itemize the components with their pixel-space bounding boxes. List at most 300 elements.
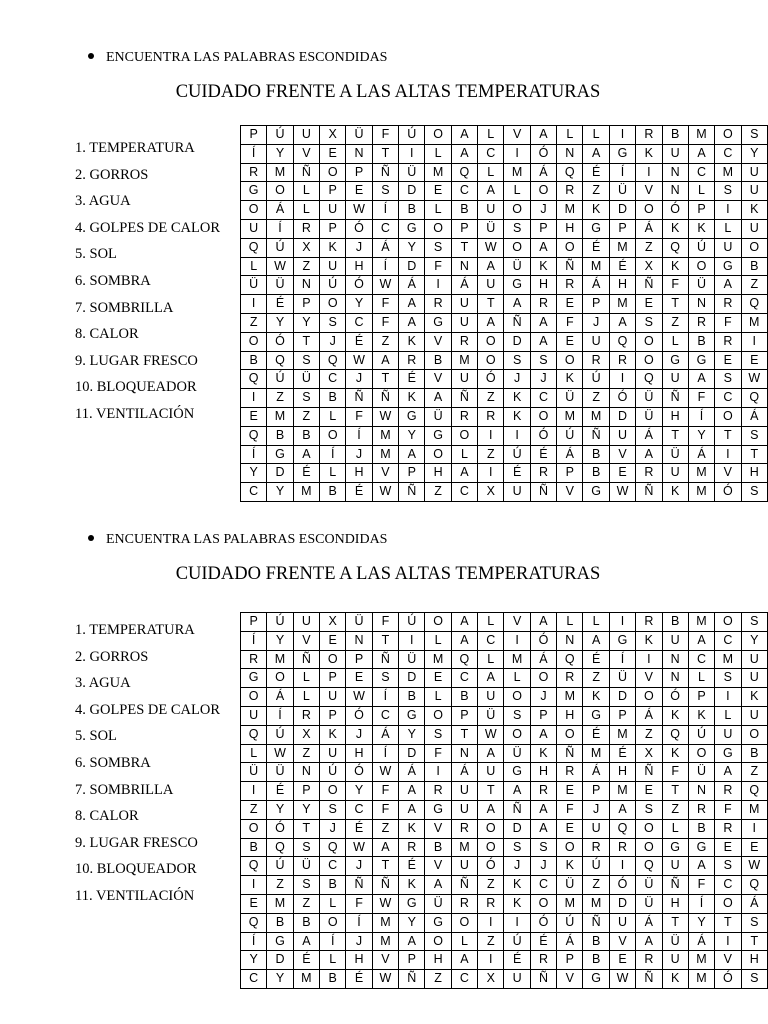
grid-cell: K	[320, 238, 346, 257]
grid-cell: U	[504, 970, 530, 989]
grid-cell: V	[715, 464, 741, 483]
grid-cell: Z	[583, 876, 609, 895]
grid-cell: Z	[293, 744, 319, 763]
grid-cell: C	[715, 876, 741, 895]
grid-cell: W	[267, 744, 293, 763]
grid-cell: B	[662, 126, 688, 145]
grid-cell: A	[478, 744, 504, 763]
grid-cell: F	[372, 800, 398, 819]
grid-cell: S	[741, 126, 767, 145]
grid-cell: P	[293, 295, 319, 314]
grid-cell: M	[372, 932, 398, 951]
grid-cell: Í	[241, 631, 267, 650]
grid-cell: Á	[636, 913, 662, 932]
grid-row	[241, 819, 768, 838]
grid-cell: O	[241, 332, 267, 351]
grid-cell: Ñ	[530, 970, 556, 989]
grid-cell: P	[320, 182, 346, 201]
grid-cell: C	[320, 857, 346, 876]
grid-cell: Ó	[609, 876, 635, 895]
grid-cell: Z	[293, 407, 319, 426]
grid-row	[241, 631, 768, 650]
grid-cell: V	[425, 819, 451, 838]
grid-cell: R	[293, 219, 319, 238]
grid-cell: Ü	[636, 876, 662, 895]
grid-cell: Q	[241, 913, 267, 932]
grid-cell: Y	[399, 725, 425, 744]
grid-cell: I	[478, 426, 504, 445]
grid-cell: A	[478, 257, 504, 276]
grid-cell: H	[609, 276, 635, 295]
grid-cell: Y	[267, 144, 293, 163]
grid-cell: Z	[583, 389, 609, 408]
grid-cell: R	[530, 295, 556, 314]
grid-cell: Z	[583, 182, 609, 201]
grid-cell: Ó	[530, 913, 556, 932]
grid-cell: N	[662, 163, 688, 182]
grid-cell: K	[636, 144, 662, 163]
grid-cell: Ü	[399, 650, 425, 669]
grid-cell: A	[478, 800, 504, 819]
grid-cell: Á	[267, 688, 293, 707]
grid-cell: Á	[688, 445, 714, 464]
grid-cell: O	[478, 351, 504, 370]
grid-cell: Ü	[293, 370, 319, 389]
grid-cell: Ü	[504, 744, 530, 763]
grid-cell: U	[293, 126, 319, 145]
grid-row	[241, 932, 768, 951]
grid-cell: S	[715, 669, 741, 688]
grid-cell: T	[715, 426, 741, 445]
grid-cell: H	[662, 894, 688, 913]
grid-cell: I	[715, 932, 741, 951]
grid-cell: L	[662, 332, 688, 351]
word-list-item: 1. TEMPERATURA	[75, 622, 195, 638]
grid-cell: P	[557, 951, 583, 970]
grid-cell: B	[241, 351, 267, 370]
grid-cell: M	[557, 201, 583, 220]
grid-cell: O	[504, 201, 530, 220]
grid-cell: C	[688, 163, 714, 182]
grid-cell: G	[715, 257, 741, 276]
grid-cell: A	[583, 144, 609, 163]
grid-cell: A	[451, 464, 477, 483]
grid-row	[241, 876, 768, 895]
grid-cell: S	[293, 351, 319, 370]
grid-cell: B	[662, 613, 688, 632]
grid-cell: O	[530, 669, 556, 688]
grid-cell: Ú	[267, 725, 293, 744]
word-list-item: 8. CALOR	[75, 808, 139, 825]
grid-cell: Z	[741, 276, 767, 295]
grid-cell: S	[530, 351, 556, 370]
grid-cell: Ó	[346, 706, 372, 725]
grid-cell: H	[346, 744, 372, 763]
grid-cell: Ó	[346, 763, 372, 782]
grid-cell: O	[715, 613, 741, 632]
grid-cell: L	[451, 445, 477, 464]
grid-cell: Ñ	[346, 876, 372, 895]
grid-cell: B	[583, 445, 609, 464]
grid-cell: Á	[583, 276, 609, 295]
grid-cell: L	[478, 126, 504, 145]
grid-cell: L	[241, 257, 267, 276]
grid-cell: O	[530, 894, 556, 913]
grid-cell: V	[636, 669, 662, 688]
grid-cell: T	[662, 782, 688, 801]
grid-cell: H	[530, 276, 556, 295]
grid-cell: O	[320, 913, 346, 932]
grid-cell: Ó	[478, 857, 504, 876]
grid-cell: A	[399, 800, 425, 819]
grid-cell: Á	[399, 276, 425, 295]
grid-cell: Ó	[715, 970, 741, 989]
grid-row	[241, 763, 768, 782]
grid-cell: O	[530, 407, 556, 426]
grid-cell: B	[267, 913, 293, 932]
word-list-item: 10. BLOQUEADOR	[75, 379, 197, 396]
word-list-item: 2. GORROS	[75, 166, 149, 183]
grid-cell: B	[320, 389, 346, 408]
grid-cell: Ü	[346, 613, 372, 632]
grid-cell: K	[399, 332, 425, 351]
grid-cell: Ú	[399, 126, 425, 145]
grid-cell: O	[425, 613, 451, 632]
grid-cell: Á	[267, 201, 293, 220]
grid-cell: Ó	[346, 219, 372, 238]
grid-cell: K	[662, 744, 688, 763]
grid-cell: G	[583, 706, 609, 725]
grid-cell: E	[320, 144, 346, 163]
grid-cell: R	[583, 838, 609, 857]
grid-cell: T	[372, 370, 398, 389]
grid-cell: É	[583, 238, 609, 257]
grid-cell: S	[715, 857, 741, 876]
grid-cell: Ú	[688, 238, 714, 257]
grid-cell: I	[241, 295, 267, 314]
grid-cell: A	[451, 144, 477, 163]
grid-cell: T	[293, 332, 319, 351]
grid-cell: M	[425, 650, 451, 669]
grid-cell: S	[504, 351, 530, 370]
grid-cell: K	[688, 219, 714, 238]
worksheet-title: CUIDADO FRENTE A LAS ALTAS TEMPERATURAS	[175, 564, 601, 584]
grid-cell: P	[451, 219, 477, 238]
word-list-item: 6. SOMBRA	[75, 754, 151, 771]
grid-cell: M	[583, 744, 609, 763]
grid-cell: G	[399, 894, 425, 913]
grid-cell: U	[504, 483, 530, 502]
grid-cell: S	[293, 876, 319, 895]
word-list-item: 1. TEMPERATURA	[75, 140, 195, 156]
grid-cell: Ü	[662, 445, 688, 464]
grid-cell: E	[346, 182, 372, 201]
grid-cell: U	[715, 725, 741, 744]
grid-cell: J	[530, 688, 556, 707]
grid-cell: O	[267, 669, 293, 688]
grid-cell: Z	[636, 725, 662, 744]
grid-cell: Q	[609, 819, 635, 838]
grid-cell: O	[688, 744, 714, 763]
grid-cell: A	[530, 313, 556, 332]
grid-cell: A	[609, 800, 635, 819]
grid-row	[241, 688, 768, 707]
grid-row	[241, 744, 768, 763]
grid-cell: O	[478, 838, 504, 857]
grid-cell: N	[688, 295, 714, 314]
grid-cell: É	[399, 857, 425, 876]
grid-cell: W	[372, 276, 398, 295]
grid-cell: X	[320, 613, 346, 632]
grid-cell: U	[478, 201, 504, 220]
grid-row	[241, 613, 768, 632]
grid-cell: J	[320, 332, 346, 351]
grid-cell: K	[662, 219, 688, 238]
grid-cell: P	[557, 464, 583, 483]
grid-cell: A	[399, 295, 425, 314]
grid-cell: O	[425, 932, 451, 951]
grid-cell: Ü	[662, 932, 688, 951]
grid-cell: A	[688, 631, 714, 650]
grid-cell: K	[583, 201, 609, 220]
grid-cell: J	[504, 370, 530, 389]
grid-cell: U	[241, 219, 267, 238]
grid-cell: O	[715, 894, 741, 913]
grid-cell: I	[741, 332, 767, 351]
grid-cell: Y	[688, 913, 714, 932]
grid-cell: C	[241, 970, 267, 989]
grid-cell: M	[741, 800, 767, 819]
grid-cell: Ú	[267, 370, 293, 389]
grid-cell: Ü	[557, 876, 583, 895]
grid-cell: O	[715, 407, 741, 426]
grid-cell: Ñ	[451, 389, 477, 408]
grid-cell: N	[451, 257, 477, 276]
grid-cell: U	[662, 144, 688, 163]
grid-cell: Q	[741, 389, 767, 408]
grid-cell: O	[320, 426, 346, 445]
grid-cell: U	[320, 744, 346, 763]
grid-cell: Q	[267, 838, 293, 857]
word-list-item: 4. GOLPES DE CALOR	[75, 701, 221, 718]
grid-cell: N	[451, 744, 477, 763]
grid-cell: É	[609, 257, 635, 276]
grid-cell: S	[425, 238, 451, 257]
grid-cell: Á	[557, 445, 583, 464]
grid-cell: C	[530, 389, 556, 408]
grid-cell: Ñ	[372, 389, 398, 408]
grid-cell: U	[662, 370, 688, 389]
grid-cell: H	[609, 763, 635, 782]
grid-cell: W	[346, 201, 372, 220]
grid-cell: S	[293, 838, 319, 857]
grid-cell: U	[451, 782, 477, 801]
grid-cell: Ñ	[530, 483, 556, 502]
grid-cell: M	[504, 163, 530, 182]
grid-cell: Ü	[478, 706, 504, 725]
grid-cell: Á	[688, 932, 714, 951]
grid-cell: L	[504, 182, 530, 201]
grid-cell: B	[425, 351, 451, 370]
grid-cell: O	[636, 819, 662, 838]
grid-cell: R	[715, 332, 741, 351]
grid-cell: I	[478, 464, 504, 483]
grid-cell: T	[372, 144, 398, 163]
grid-cell: Í	[241, 932, 267, 951]
grid-cell: D	[504, 819, 530, 838]
grid-cell: C	[451, 483, 477, 502]
grid-cell: Z	[241, 313, 267, 332]
grid-cell: Í	[609, 163, 635, 182]
grid-cell: P	[609, 706, 635, 725]
grid-cell: R	[715, 819, 741, 838]
grid-cell: P	[530, 219, 556, 238]
grid-cell: Q	[241, 238, 267, 257]
grid-cell: K	[636, 631, 662, 650]
grid-cell: O	[636, 351, 662, 370]
grid-cell: Ú	[267, 857, 293, 876]
grid-cell: É	[583, 725, 609, 744]
grid-cell: Y	[399, 913, 425, 932]
grid-cell: L	[293, 688, 319, 707]
grid-cell: F	[688, 876, 714, 895]
grid-cell: E	[741, 838, 767, 857]
grid-cell: U	[662, 857, 688, 876]
grid-cell: K	[688, 706, 714, 725]
grid-cell: J	[346, 725, 372, 744]
grid-cell: É	[504, 464, 530, 483]
grid-cell: C	[346, 800, 372, 819]
grid-cell: K	[530, 744, 556, 763]
grid-cell: H	[530, 763, 556, 782]
grid-cell: É	[346, 332, 372, 351]
grid-cell: J	[530, 370, 556, 389]
grid-cell: D	[609, 688, 635, 707]
grid-cell: R	[478, 894, 504, 913]
grid-cell: B	[451, 688, 477, 707]
grid-cell: B	[267, 426, 293, 445]
grid-cell: Q	[267, 351, 293, 370]
grid-cell: I	[609, 613, 635, 632]
word-list-item: 7. SOMBRILLA	[75, 781, 174, 798]
grid-cell: É	[346, 970, 372, 989]
grid-row	[241, 782, 768, 801]
grid-cell: Ú	[320, 763, 346, 782]
grid-cell: Z	[372, 332, 398, 351]
grid-cell: M	[293, 970, 319, 989]
grid-cell: U	[662, 631, 688, 650]
grid-cell: S	[636, 313, 662, 332]
grid-cell: B	[320, 483, 346, 502]
grid-cell: S	[372, 669, 398, 688]
grid-cell: L	[583, 613, 609, 632]
grid-cell: G	[609, 631, 635, 650]
grid-cell: R	[557, 276, 583, 295]
word-list-item: 11. VENTILACIÓN	[75, 405, 195, 422]
grid-cell: É	[530, 932, 556, 951]
grid-cell: U	[320, 257, 346, 276]
grid-cell: A	[451, 631, 477, 650]
grid-cell: Z	[293, 257, 319, 276]
grid-cell: F	[425, 744, 451, 763]
grid-cell: Í	[372, 257, 398, 276]
grid-cell: N	[662, 182, 688, 201]
grid-cell: M	[293, 483, 319, 502]
grid-cell: T	[662, 295, 688, 314]
grid-cell: J	[530, 201, 556, 220]
grid-cell: R	[451, 332, 477, 351]
grid-cell: X	[478, 483, 504, 502]
grid-cell: C	[320, 370, 346, 389]
grid-cell: A	[478, 313, 504, 332]
grid-cell: Y	[741, 144, 767, 163]
grid-cell: Í	[372, 201, 398, 220]
grid-cell: T	[715, 913, 741, 932]
grid-cell: Y	[741, 631, 767, 650]
grid-cell: U	[478, 276, 504, 295]
grid-cell: É	[267, 782, 293, 801]
grid-cell: E	[425, 669, 451, 688]
grid-cell: G	[504, 763, 530, 782]
grid-cell: O	[425, 126, 451, 145]
grid-cell: P	[609, 219, 635, 238]
grid-cell: L	[241, 744, 267, 763]
grid-cell: L	[451, 932, 477, 951]
grid-cell: I	[399, 144, 425, 163]
grid-cell: Á	[530, 650, 556, 669]
grid-cell: O	[451, 426, 477, 445]
grid-cell: P	[320, 669, 346, 688]
grid-cell: V	[609, 932, 635, 951]
grid-cell: Í	[241, 144, 267, 163]
grid-cell: E	[636, 295, 662, 314]
grid-cell: Ó	[346, 276, 372, 295]
grid-cell: C	[346, 313, 372, 332]
grid-cell: O	[530, 182, 556, 201]
grid-cell: F	[372, 126, 398, 145]
grid-cell: Ü	[609, 182, 635, 201]
grid-cell: Ó	[662, 688, 688, 707]
grid-cell: G	[662, 838, 688, 857]
grid-cell: M	[557, 688, 583, 707]
worksheet-title: CUIDADO FRENTE A LAS ALTAS TEMPERATURAS	[175, 82, 601, 102]
grid-cell: A	[530, 613, 556, 632]
grid-cell: R	[557, 763, 583, 782]
grid-cell: S	[715, 182, 741, 201]
grid-cell: A	[399, 782, 425, 801]
grid-cell: W	[372, 894, 398, 913]
grid-cell: U	[478, 763, 504, 782]
grid-cell: Í	[267, 706, 293, 725]
grid-cell: L	[425, 631, 451, 650]
grid-cell: Ü	[609, 669, 635, 688]
grid-cell: Ú	[688, 725, 714, 744]
grid-cell: D	[609, 894, 635, 913]
grid-cell: A	[504, 782, 530, 801]
grid-row	[241, 913, 768, 932]
grid-cell: T	[741, 445, 767, 464]
grid-cell: A	[530, 819, 556, 838]
grid-cell: D	[399, 669, 425, 688]
grid-cell: I	[425, 763, 451, 782]
grid-cell: Q	[636, 857, 662, 876]
grid-cell: Ó	[267, 332, 293, 351]
grid-cell: Í	[372, 688, 398, 707]
grid-cell: L	[320, 464, 346, 483]
grid-cell: F	[372, 613, 398, 632]
grid-cell: A	[293, 445, 319, 464]
grid-cell: O	[320, 163, 346, 182]
